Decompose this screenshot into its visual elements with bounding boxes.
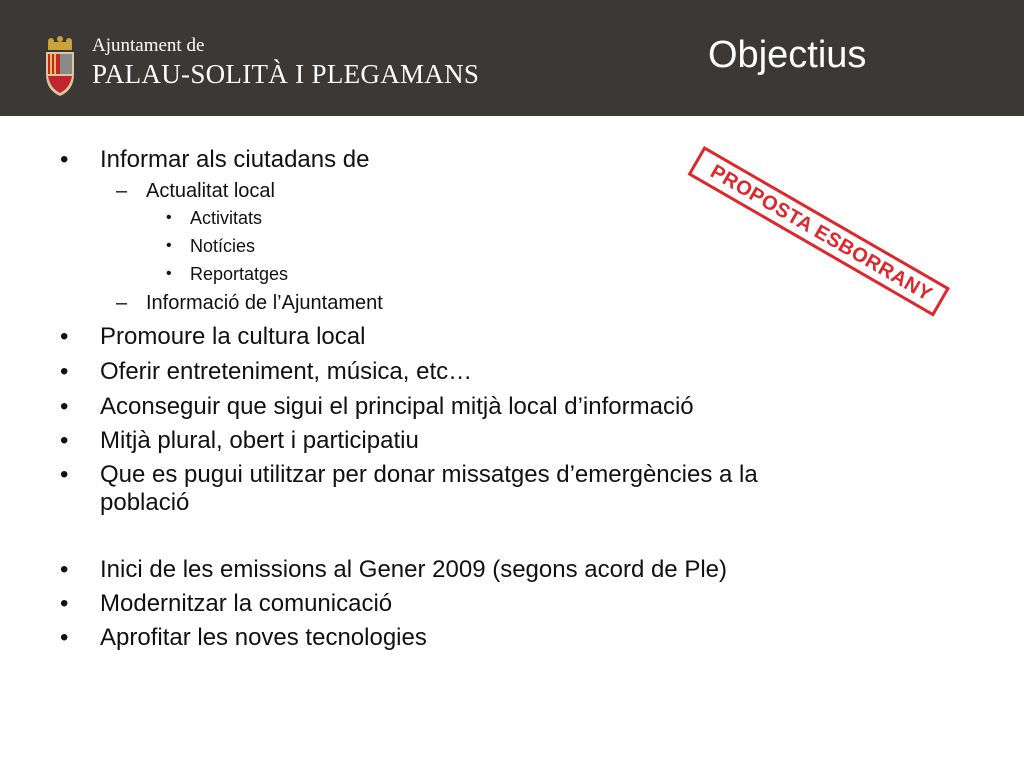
bullet-item: Promoure la cultura local xyxy=(100,323,366,350)
sub-sub-bullet-item: Activitats xyxy=(190,208,263,228)
bullet-marker: • xyxy=(60,323,69,350)
bullet-item: Modernitzar la comunicació xyxy=(100,590,393,617)
dash-marker: – xyxy=(116,180,128,202)
bullet-item: Inici de les emissions al Gener 2009 (segons acord de Ple) xyxy=(100,556,727,583)
bullet-item: Informar als ciutadans de xyxy=(100,146,370,173)
bullet-item: Aprofitar les noves tecnologies xyxy=(100,624,427,651)
org-name: PALAU-SOLITÀ I PLEGAMANS xyxy=(92,59,480,89)
bullet-marker: • xyxy=(60,146,69,173)
bullet-marker: • xyxy=(60,624,69,651)
sub-sub-bullet-item: Notícies xyxy=(190,236,256,256)
slide-title: Objectius xyxy=(708,34,867,76)
bullet-marker: • xyxy=(166,209,172,226)
sub-bullet-item: Informació de l’Ajuntament xyxy=(146,292,383,314)
bullet-item: Aconseguir que sigui el principal mitjà local d’informació xyxy=(100,393,694,420)
dash-marker: – xyxy=(116,292,128,314)
bullet-marker: • xyxy=(60,590,69,617)
bullet-item: Que es pugui utilitzar per donar missatges d’emergències a la xyxy=(100,461,758,488)
bullet-item: Oferir entreteniment, música, etc… xyxy=(100,358,473,385)
sub-bullet-item: Actualitat local xyxy=(146,180,275,202)
bullet-marker: • xyxy=(60,461,69,488)
bullet-marker: • xyxy=(60,358,69,385)
org-subtitle: Ajuntament de xyxy=(92,35,205,56)
bullet-marker: • xyxy=(60,427,69,454)
draft-stamp: PROPOSTA ESBORRANY xyxy=(688,146,951,317)
sub-sub-bullet-item: Reportatges xyxy=(190,264,289,284)
bullet-marker: • xyxy=(166,265,172,282)
bullet-marker: • xyxy=(60,556,69,583)
bullet-marker: • xyxy=(60,393,69,420)
bullet-item: Mitjà plural, obert i participatiu xyxy=(100,427,419,454)
bullet-marker: • xyxy=(166,237,172,254)
bullet-item-continuation: població xyxy=(100,489,190,516)
